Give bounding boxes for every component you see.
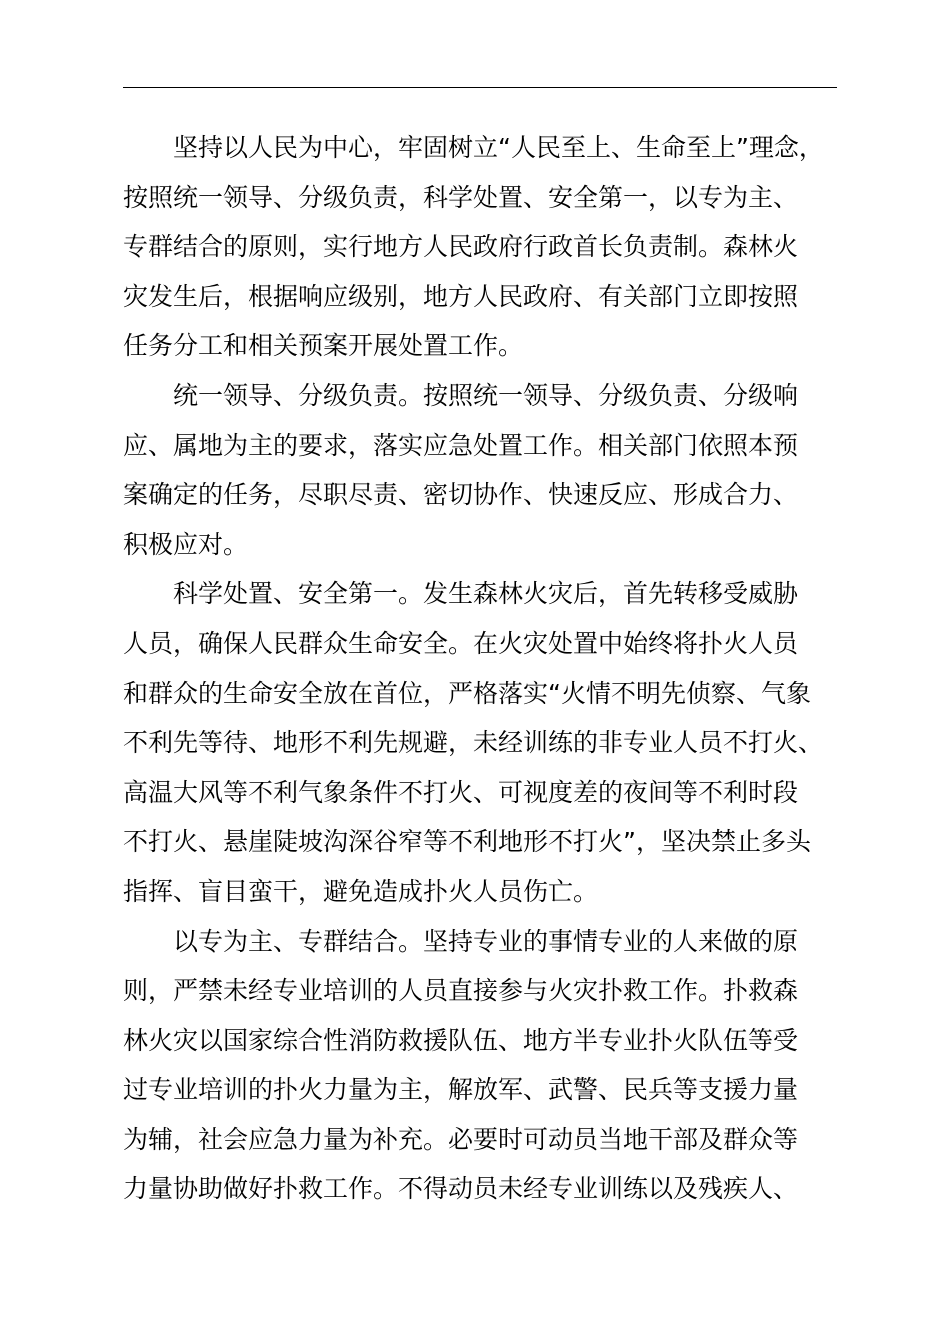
text-line: 灾发生后，根据响应级别，地方人民政府、有关部门立即按照 [123, 281, 799, 311]
text-line: 人员，确保人民群众生命安全。在火灾处置中始终将扑火人员 [123, 628, 799, 658]
paragraph-safety-first [123, 569, 863, 916]
text-line: 力量协助做好扑救工作。不得动员未经专业训练以及残疾人、 [123, 1174, 799, 1204]
text-line: 不打火、悬崖陡坡沟深谷窄等不利地形不打火”，坚决禁止多头 [123, 827, 811, 857]
text-line: 以专为主、专群结合。坚持专业的事情专业的人来做的原 [173, 926, 799, 956]
text-line: 为辅，社会应急力量为补充。必要时可动员当地干部及群众等 [123, 1124, 799, 1154]
text-line: 应、属地为主的要求，落实应急处置工作。相关部门依照本预 [123, 430, 799, 460]
text-line: 过专业培训的扑火力量为主，解放军、武警、民兵等支援力量 [123, 1075, 799, 1105]
text-line: 科学处置、安全第一。发生森林火灾后，首先转移受威胁 [173, 579, 799, 609]
header-rule [123, 87, 837, 88]
text-line: 任务分工和相关预案开展处置工作。 [123, 331, 524, 361]
text-line: 林火灾以国家综合性消防救援队伍、地方半专业扑火队伍等受 [123, 1025, 799, 1055]
text-line: 按照统一领导、分级负责，科学处置、安全第一，以专为主、 [123, 182, 799, 212]
text-line: 统一领导、分级负责。按照统一领导、分级负责、分级响 [173, 380, 799, 410]
document-body [123, 123, 863, 1214]
text-line: 积极应对。 [123, 529, 249, 559]
paragraph-unified-leadership [123, 371, 863, 569]
text-line: 坚持以人民为中心，牢固树立“人民至上、生命至上”理念， [173, 133, 824, 162]
paragraph-professional-forces [123, 917, 863, 1215]
text-line: 高温大风等不利气象条件不打火、可视度差的夜间等不利时段 [123, 777, 799, 807]
paragraph-principle [123, 123, 863, 371]
text-line: 专群结合的原则，实行地方人民政府行政首长负责制。森林火 [123, 232, 799, 262]
text-line: 不利先等待、地形不利先规避，未经训练的非专业人员不打火、 [123, 728, 824, 758]
text-line: 则，严禁未经专业培训的人员直接参与火灾扑救工作。扑救森 [123, 976, 799, 1006]
text-line: 和群众的生命安全放在首位，严格落实“火情不明先侦察、气象 [123, 678, 811, 708]
text-line: 指挥、盲目蛮干，避免造成扑火人员伤亡。 [123, 876, 599, 906]
text-line: 案确定的任务，尽职尽责、密切协作、快速反应、形成合力、 [123, 480, 799, 510]
